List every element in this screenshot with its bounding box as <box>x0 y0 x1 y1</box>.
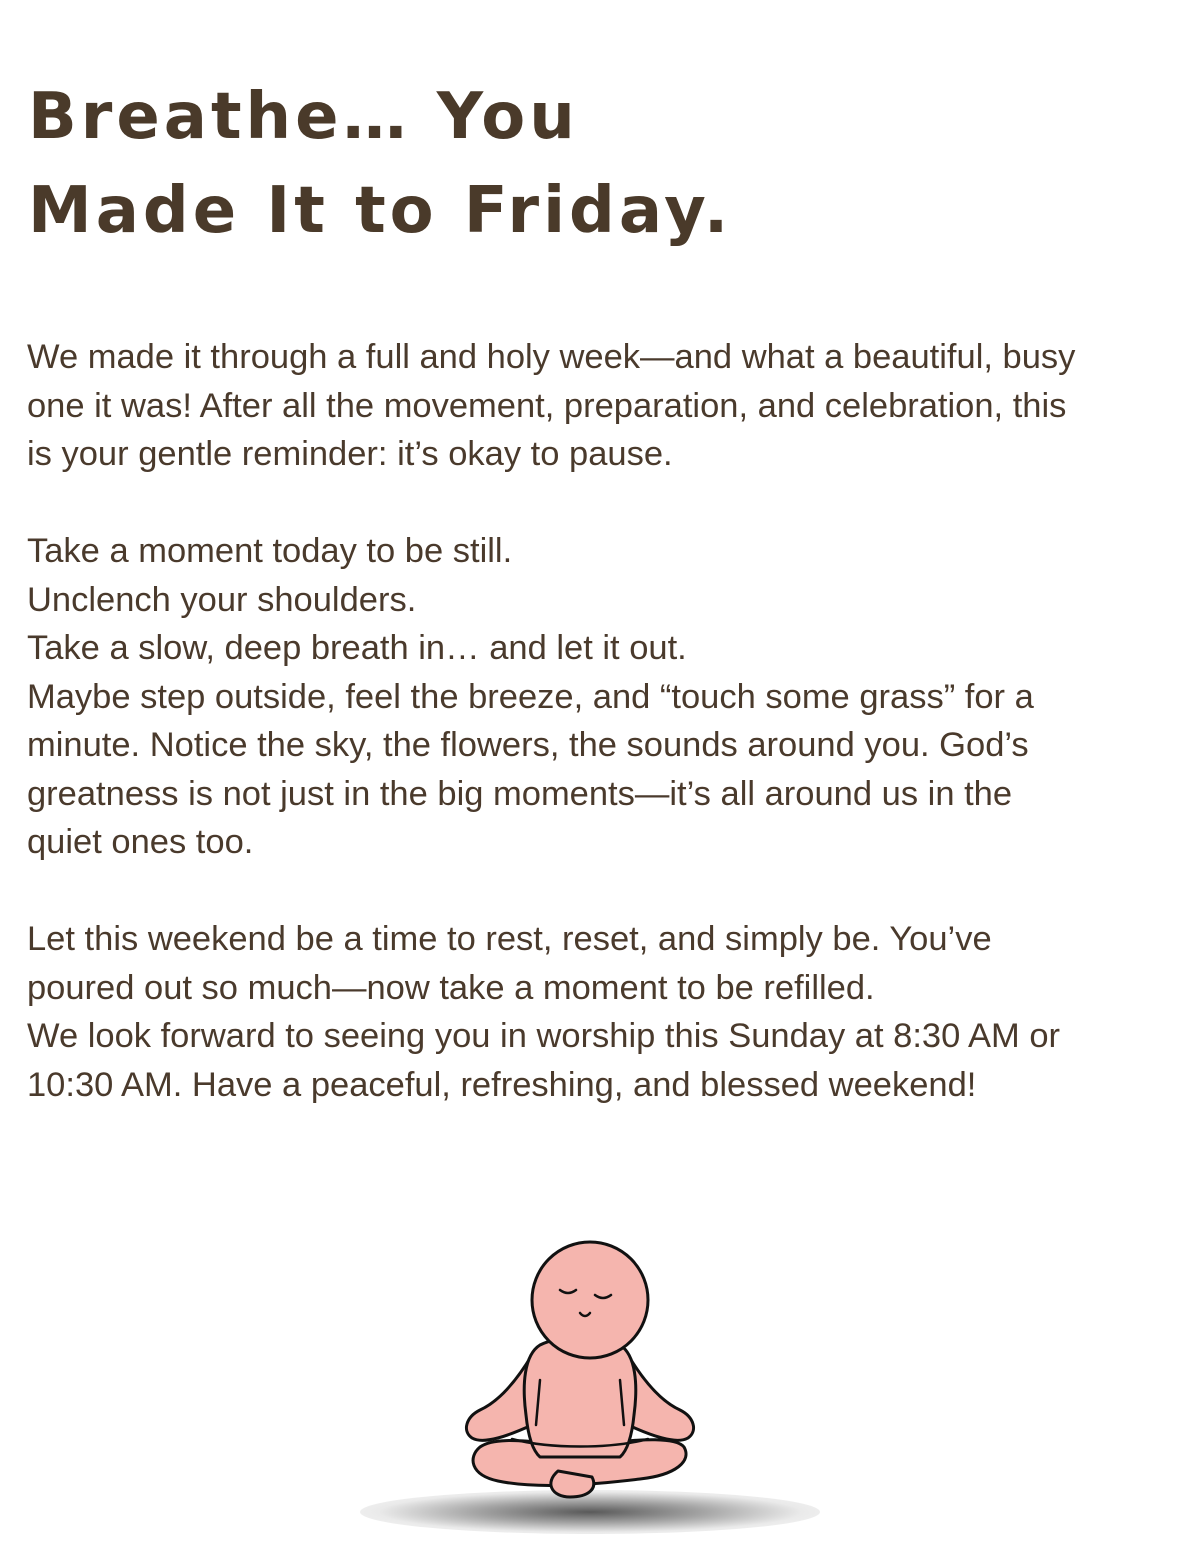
foot <box>551 1471 594 1497</box>
text-line: minute. Notice the sky, the flowers, the sounds around you. God’s <box>27 726 1029 764</box>
text-line: Maybe step outside, feel the breeze, and “touch some grass” for a <box>27 677 1034 716</box>
text-line: is your gentle reminder: it’s okay to pause. <box>27 435 673 473</box>
text-line: poured out so much—now take a moment to be refilled. <box>27 968 875 1007</box>
text-line: We made it through a full and holy week—and what a beautiful, busy <box>27 338 1076 376</box>
text-line: We look forward to seeing you in worship this Sunday at 8:30 AM or <box>27 1017 1060 1055</box>
text-line: Unclench your shoulders. <box>27 580 417 619</box>
paragraph-reminders <box>27 527 1177 867</box>
text-line: quiet ones too. <box>27 823 254 861</box>
text-line: greatness is not just in the big moments—it’s all around us in the <box>27 774 1013 813</box>
title-line-2: Made It to Friday. <box>28 174 733 248</box>
page-title <box>28 70 1128 258</box>
paragraph-closing <box>27 915 1177 1109</box>
text-line: Let this weekend be a time to rest, reset, and simply be. You’ve <box>27 920 992 958</box>
head <box>532 1242 648 1358</box>
paragraph-intro <box>27 333 1177 479</box>
title-line-1: Breathe… You <box>28 80 579 154</box>
text-line: one it was! After all the movement, preparation, and celebration, this <box>27 386 1067 425</box>
text-line: Take a slow, deep breath in… and let it out. <box>27 629 687 667</box>
left-arm <box>466 1355 532 1440</box>
right-arm <box>628 1355 694 1440</box>
text-line: Take a moment today to be still. <box>27 532 513 570</box>
paragraph-spacer <box>27 479 1177 528</box>
meditating-figure-icon <box>440 1235 720 1545</box>
paragraph-spacer <box>27 867 1177 916</box>
text-line: 10:30 AM. Have a peaceful, refreshing, and blessed weekend! <box>27 1065 977 1104</box>
message-body <box>27 333 1177 1109</box>
